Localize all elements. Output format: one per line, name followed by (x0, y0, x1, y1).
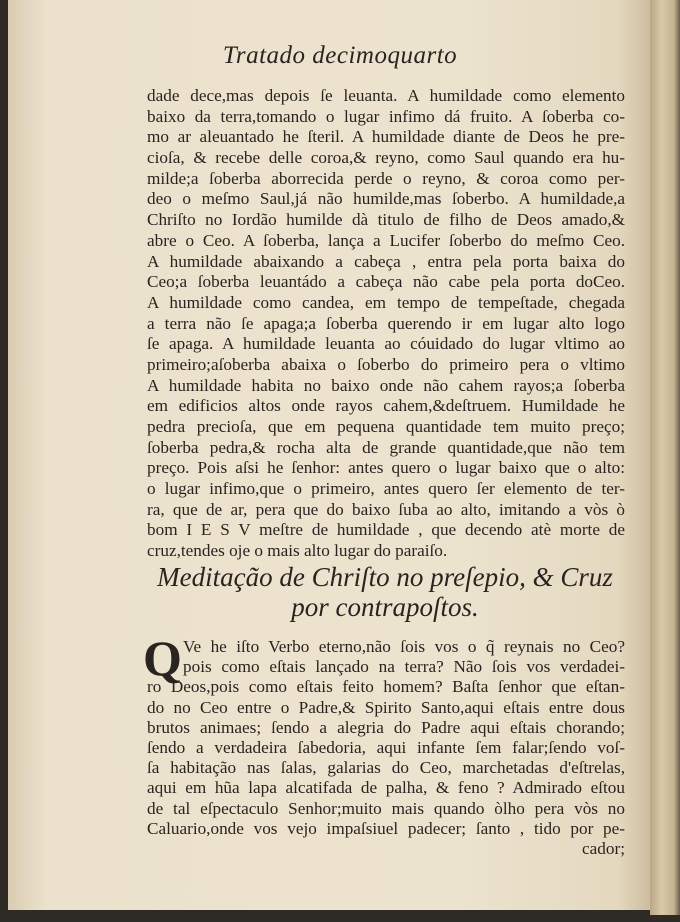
text-line: do no Ceo entre o Padre,& Spirito Santo,aqui eſtais entre dous (147, 697, 625, 717)
text-line: primeiro;aſoberba abaixa o ſoberbo do primeiro pera o vltimo (147, 354, 625, 374)
section-heading-line: Meditação de Chriſto no preſepio, & Cruz (157, 562, 613, 592)
text-line: Caluario,onde vos vejo impaſsiuel padecer; ſanto , tido por pe- (147, 818, 625, 838)
text-line: ra, que de ar, pera que do baixo ſuba ao alto, imitando a vòs ò (147, 499, 625, 519)
text-line: dade dece,mas depois ſe leuanta. A humildade como elemento (147, 86, 625, 105)
text-line: bom I E S V meſtre de humildade , que decendo atè morte de (147, 520, 625, 540)
body-text-section-1 (147, 86, 625, 562)
text-line: A humildade como candea, em tempo de tempeſtade, chegada (147, 292, 625, 312)
text-line: abre o Ceo. A ſoberba, lança a Lucifer ſoberbo do meſmo Ceo. (147, 230, 625, 250)
text-line: a terra não ſe apaga;a ſoberba querendo ir em lugar alto logo (147, 313, 625, 333)
text-line: brutos animaes; ſendo a alegria do Padre aqui eſtais chorando; (147, 717, 625, 737)
text-line: ſendo a verdadeira ſabedoria, aqui infante ſem falar;ſendo voſ- (147, 737, 625, 757)
running-head: Tratado decimoquarto (222, 42, 458, 69)
text-line: Chriſto no Iordão humilde dà titulo de filho de Deos amado,& (147, 210, 625, 230)
body-text-section-2 (147, 637, 625, 859)
text-line: mo ar aleuantado he ſteril. A humildade diante de Deos he pre- (147, 127, 625, 147)
text-line: pedra precioſa, que em pequena quantidade tem muito preço; (147, 417, 625, 436)
text-line: ro Deos,pois como eſtais feito homem? Baſta ſenhor que eſtan- (147, 677, 625, 697)
text-line: Ve he iſto Verbo eterno,não ſois vos o q̃ reynais no Ceo? (183, 637, 625, 656)
text-line: preço. Pois aſsi he ſenhor: antes quero o lugar baixo que o alto: (147, 458, 625, 478)
text-line: ſa habitação nas ſalas, galarias do Ceo, marchetadas d'eſtrelas, (147, 758, 625, 778)
page-edges (650, 0, 680, 915)
section-heading-line: por contrapoſtos. (291, 592, 479, 622)
text-line: baixo da terra,tomando o lugar infimo dá fruito. A ſoberba co- (147, 106, 625, 126)
text-line: milde;a ſoberba aborrecida perde o reyno, & coroa como per- (147, 168, 625, 188)
text-line: em edificios altos onde rayos cahem,&deſtruem. Humildade he (147, 396, 625, 416)
text-line: de tal eſpectaculo Senhor;muito mais quando òlho pera vòs no (147, 798, 625, 818)
drop-cap: Q (143, 630, 182, 686)
text-line: pois como eſtais lançado na terra? Não ſois vos verdadei- (183, 657, 625, 677)
text-line: cador; (582, 838, 625, 858)
text-line: ſe apaga. A humildade leuanta ao cóuidado do lugar vltimo ao (147, 334, 625, 354)
text-line: ſoberba pedra,& rocha alta de grande quantidade,que não tem (147, 437, 625, 457)
text-line: cioſa, & recebe delle coroa,& reyno, como Saul quando era hu- (147, 148, 625, 168)
section-heading (140, 562, 630, 622)
text-line: aqui em hũa lapa alcatifada de palha, & feno ? Admirado eſtou (147, 778, 625, 798)
text-line: A humildade abaixando a cabeça , entra pela porta baixa do (147, 251, 625, 271)
text-line: cruz,tendes oje o mais alto lugar do paraiſo. (147, 541, 448, 561)
text-line: Ceo;a ſoberba leuantádo a cabeça não cabe pela porta doCeo. (147, 272, 625, 292)
text-line: o lugar infimo,que o primeiro, antes quero ſer elemento de ter- (147, 479, 625, 499)
text-line: deo o meſmo Saul,já não humilde,mas ſoberbo. A humildade,a (147, 189, 625, 209)
text-line: A humildade habita no baixo onde não cahem rayos;a ſoberba (147, 375, 625, 395)
